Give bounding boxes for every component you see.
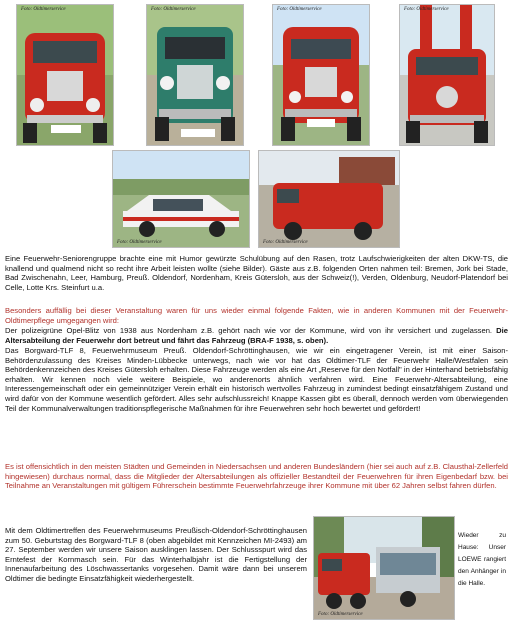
photo-ladder-truck [399, 4, 495, 146]
side-caption: Wieder zu Hause: Unser LOEWE rangiert den Anhänger in die Halle. [458, 532, 506, 587]
photo-limousine [112, 150, 250, 248]
photo-credit: Foto: Oldtimerservice [404, 7, 449, 12]
paragraph-oldtimer-meeting: Mit dem Oldtimertreffen des Feuerwehrmuseums Preußisch-Oldendorf-Schröttinghausen zum 50. Geburtstag des Borgward-TLF 8 (oben abgebildet mit Kennzeichen MI-2493) am 27. September werden wir unsere Saison ausklingen lassen. Der Schlussspurt wird das Erntefest der Kornmasch sein. Für das Winterhalbjahr ist die Fertigstellung der Innenaufarbeitung des Löschwassertanks vorgesehen. Damit wäre dann bei unserem Oldtimer die bedingte Einsatzfähigkeit wiederhergestellt. [5, 526, 307, 583]
paragraph-borgward: Das Borgward-TLF 8, Feuerwehrmuseum Preuß. Oldendorf-Schröttinghausen, wie wir ein eingetragener Verein, ist mit einer Saison-Behördenzulassung des Kreises Minden-Lübbecke unterwegs, nach wie vor hat das Oldtimer-TLF der Feuerwehr Halle/Westfalen sein Behördenkennzeichen des Kreises Gütersloh erhalten. Diese Fahrzeuge werden als eine Art „Reserve für den Notfall" in der Hinterhand betriebsfähig erhalten. Wir kennen noch viele weitere Beispiele, wo anderenorts ähnlich verfahren wird. Eine Feuerwehr-Altersabteilung, eine Interessengemeinschaft oder ein gemeinnütziger Verein erhält ein historisch wertvolles Fahrzeug in zumindest bedingt einsatzfähigem Zustand und wird dafür von der Kommune wesentlich gefördert. Alles sehr aufschlussreich! Knappe Kassen gibt es überall, dennoch werden vom überwiegenden Teil der Kommunalverwaltungen traditionspflegerische Maßnahmen für ihre Feuerwehren sehr hoch bewertet und gefördert! [5, 346, 508, 413]
paragraph-regulations: Es ist offensichtlich in den meisten Städten und Gemeinden in Niedersachsen und anderen Bundesländern (hier sei auch auf z.B. Clausthal-Zellerfeld hingewiesen) durchaus normal, dass die Mitglieder der Altersabteilungen als offizieller Bestandteil der Feuerwehren für ihren Eigenbedarf bzw. bei Teilnahme an Veranstaltungen mit gültigem Führerschein bestimmte Feuerwehrfahrzeuge ihrer Kommune mit über 62 Jahren selbst fahren dürfen. [5, 462, 508, 491]
photo-credit: Foto: Oldtimerservice [21, 7, 66, 12]
photo-credit: Foto: Oldtimerservice [263, 240, 308, 245]
photo-fire-truck-3 [272, 4, 370, 146]
photo-credit: Foto: Oldtimerservice [117, 240, 162, 245]
paragraph-notable-facts: Besonders auffällig bei dieser Veranstaltung waren für uns wieder einmal folgende Fakten, wie in anderen Kommunen mit der Feuerwehr-Oldtimerpflege umgegangen wird: [5, 306, 508, 325]
opel-blitz-bold: Die Altersabteilung der Feuerwehr dort betreut und fährt das Fahrzeug (BRA-F 1938, s. oben). [5, 326, 508, 345]
opel-blitz-text: Der polizeigrüne Opel-Blitz von 1938 aus Nordenham z.B. gehört nach wie vor der Kommune, wird von ihr versichert und zugelassen. [5, 326, 493, 335]
photo-credit: Foto: Oldtimerservice [151, 7, 196, 12]
photo-fire-truck-1 [16, 4, 114, 146]
photo-credit: Foto: Oldtimerservice [318, 612, 363, 617]
paragraph-opel-blitz [5, 326, 508, 345]
paragraph-guests: Eine Feuerwehr-Seniorengruppe brachte eine mit Humor gewürzte Schulübung auf den Rasen, trotz Laufschwierigkeiten der alten DKW-TS, die knallend und qualmend nicht so recht ihre Arbeit leisten wollte (siehe Bilder). Gäste aus z.B. folgenden Orten nahmen teil: Bremen, Jork bei Stade, Bad Zwischenahn, Leer, Hamburg, Preuß. Oldendorf, Nordenham, Kreis Gütersloh, aus der Schweiz(!), Verden, Oldenburg, Neudorf-Platendorf bei Celle, Lotte Krs. Steinfurt u.a. [5, 254, 508, 292]
photo-borgward-trailer [313, 516, 455, 620]
photo-fire-truck-2 [146, 4, 244, 146]
photo-box-van [258, 150, 400, 248]
photo-credit: Foto: Oldtimerservice [277, 7, 322, 12]
